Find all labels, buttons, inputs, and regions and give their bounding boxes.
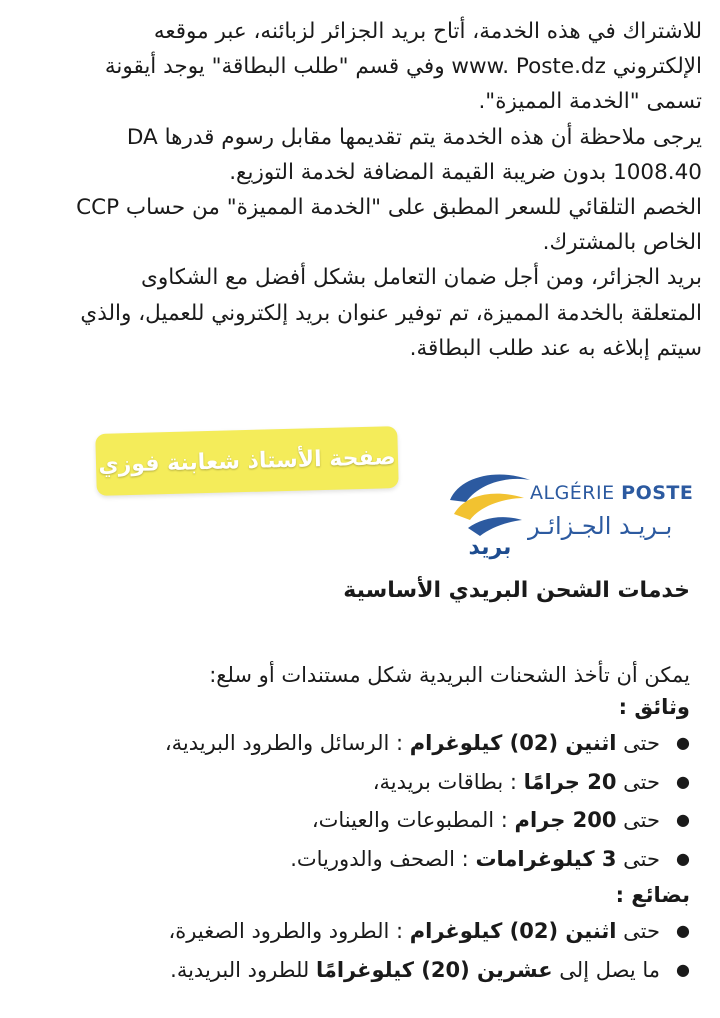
list-item: ● ما يصل إلى عشرين (20) كيلوغرامًا للطرود البريدية. xyxy=(70,951,690,990)
logo-latin-bold: POSTE xyxy=(621,482,694,504)
list-item: ● حتى اثنين (02) كيلوغرام : الرسائل والطرود البريدية، xyxy=(70,724,690,763)
list-item: ● حتى 200 جرام : المطبوعات والعينات، xyxy=(70,801,690,840)
paragraph: يرجى ملاحظة أن هذه الخدمة يتم تقديمها مقابل رسوم قدرها DA 1008.40 بدون ضريبة القيمة المضافة لخدمة التوزيع. xyxy=(126,124,702,185)
logo-arabic-text: بـريـد الجـزائـر xyxy=(528,512,673,540)
author-sticker xyxy=(95,426,399,496)
goods-list xyxy=(70,912,690,989)
documents-list xyxy=(70,724,690,878)
paragraph: للاشتراك في هذه الخدمة، أتاح بريد الجزائر لزبائنه، عبر موقعه الإلكتروني www. Poste.dz وفي قسم "طلب البطاقة" يوجد أيقونة تسمى "الخدمة المميزة". xyxy=(104,19,702,115)
paragraph: الخصم التلقائي للسعر المطبق على "الخدمة المميزة" من حساب CCP الخاص بالمشترك. xyxy=(76,195,702,256)
section-intro: يمكن أن تأخذ الشحنات البريدية شكل مستندات أو سلع: xyxy=(209,663,690,687)
documents-label: وثائق : xyxy=(618,695,690,719)
goods-label: بضائع : xyxy=(615,883,690,907)
list-item: ● حتى اثنين (02) كيلوغرام : الطرود والطرود الصغيرة، xyxy=(70,912,690,951)
list-item: ● حتى 20 جرامًا : بطاقات بريدية، xyxy=(70,763,690,802)
logo-latin-text xyxy=(530,482,693,504)
sticker-text: صفحة الأستاذ شعابنة فوزي xyxy=(98,444,396,478)
list-item: ● حتى 3 كيلوغرامات : الصحف والدوريات. xyxy=(70,840,690,879)
intro-paragraphs xyxy=(70,14,702,366)
algerie-poste-logo xyxy=(446,468,696,560)
section-heading: خدمات الشحن البريدي الأساسية xyxy=(343,578,690,603)
logo-mark-text: بريد xyxy=(468,535,512,560)
logo-latin-prefix: ALGÉRIE xyxy=(530,482,615,504)
paragraph: بريد الجزائر، ومن أجل ضمان التعامل بشكل أفضل مع الشكاوى المتعلقة بالخدمة المميزة، تم توفير عنوان بريد إلكتروني للعميل، والذي سيتم إبلاغه به عند طلب البطاقة. xyxy=(80,265,702,361)
shipping-services-section xyxy=(70,660,690,989)
